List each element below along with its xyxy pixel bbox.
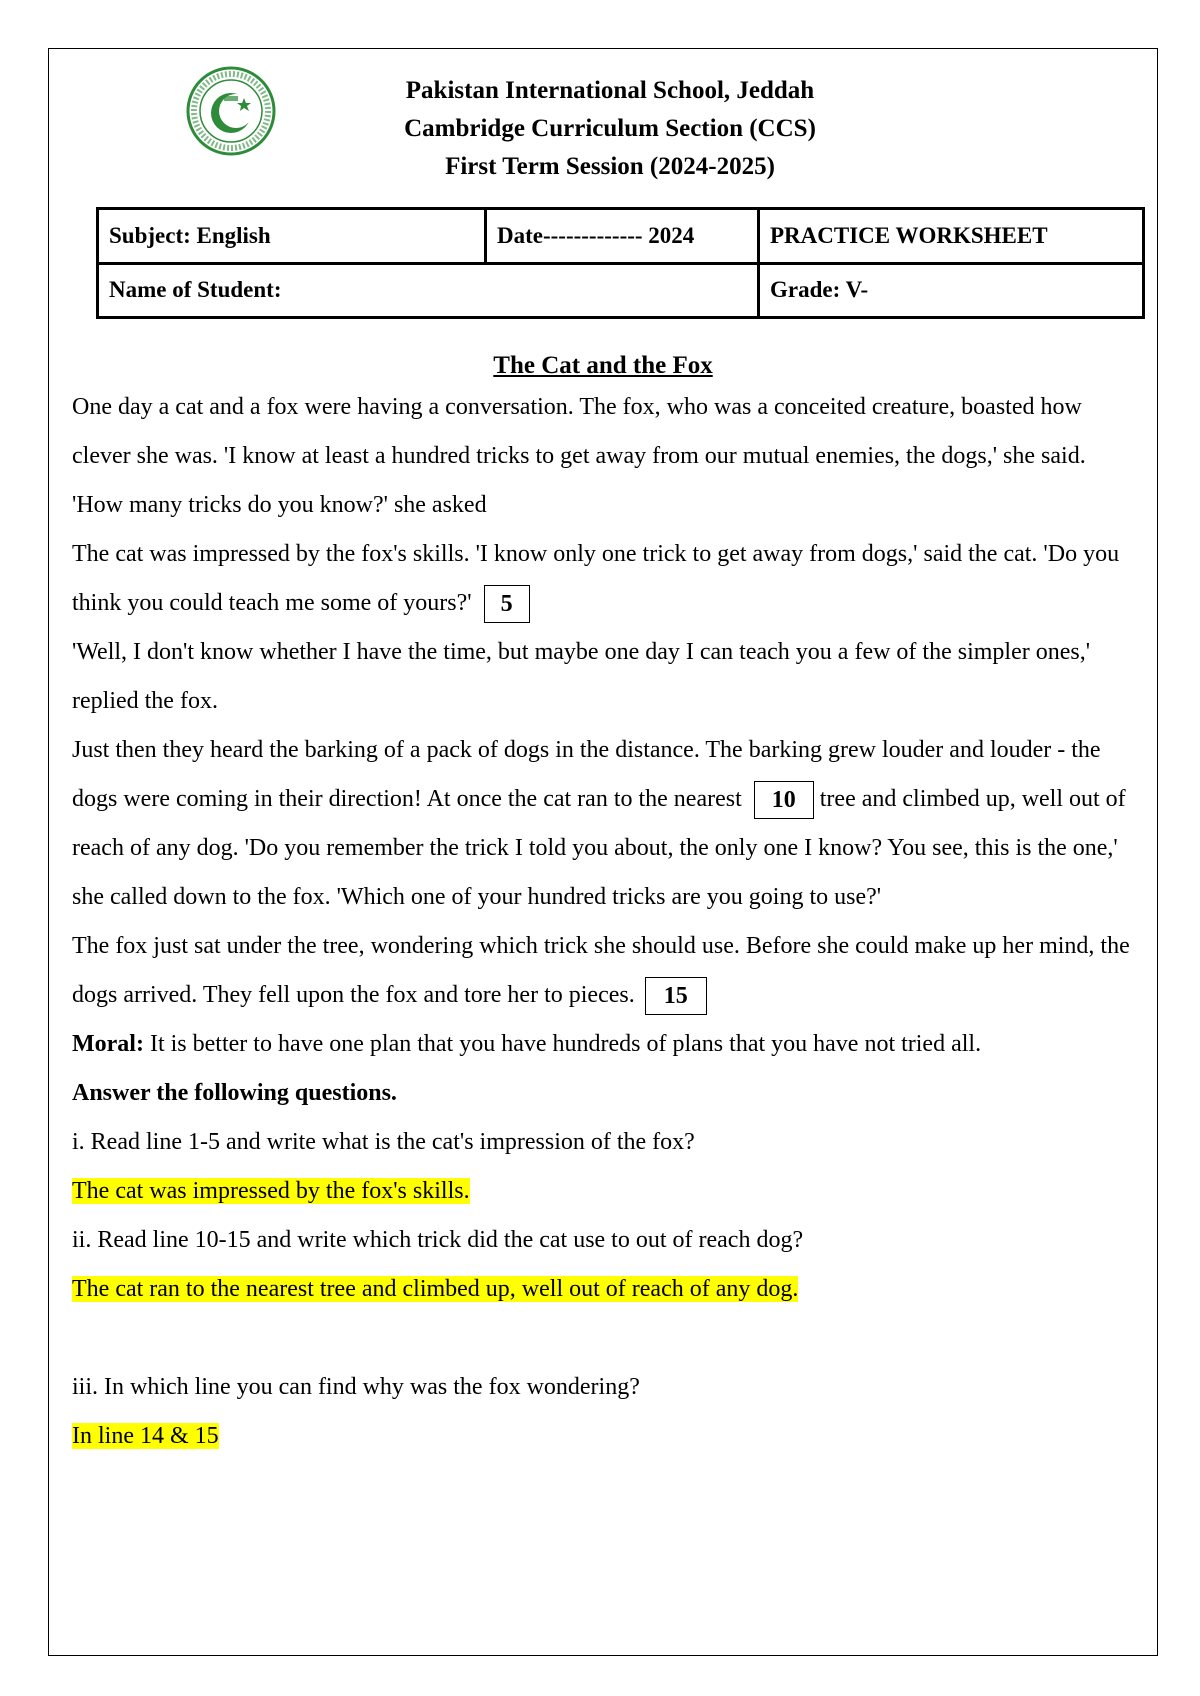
school-header	[300, 72, 920, 186]
story-title: The Cat and the Fox	[493, 352, 713, 379]
session-name: First Term Session (2024-2025)	[445, 153, 775, 180]
info-table	[96, 207, 1145, 319]
line-marker-5: 5	[484, 585, 530, 623]
story-paragraph: The fox just sat under the tree, wondering which trick she should use. Before she could make up her mind, the dogs arrived. They fell upon the fox and tore her to pieces. 15	[72, 922, 1142, 1020]
school-name: Pakistan International School, Jeddah	[405, 77, 815, 104]
moral	[72, 1020, 1142, 1069]
grade-cell[interactable]: Grade: V-	[759, 263, 1144, 318]
worksheet-cell: PRACTICE WORKSHEET	[759, 209, 1144, 264]
moral-text: It is better to have one plan that you have hundreds of plans that you have not tried all.	[143, 1031, 982, 1057]
question-2: ii. Read line 10-15 and write which trick did the cat use to out of reach dog?	[72, 1227, 804, 1253]
story-paragraph: The cat was impressed by the fox's skills. 'I know only one trick to get away from dogs,' said the cat. 'Do you think you could teach me some of yours?' 5	[72, 530, 1142, 628]
story-body	[72, 383, 1142, 1461]
line-marker-10: 10	[754, 781, 814, 819]
moral-label: Moral:	[72, 1031, 144, 1057]
question-3: iii. In which line you can find why was the fox wondering?	[72, 1374, 640, 1400]
answer-3[interactable]: In line 14 & 15	[72, 1423, 219, 1449]
question-1: i. Read line 1-5 and write what is the cat's impression of the fox?	[72, 1129, 695, 1155]
story-paragraph: One day a cat and a fox were having a conversation. The fox, who was a conceited creature, boasted how clever she was. 'I know at least a hundred tricks to get away from our mutual enemies, the dogs,' she said. 'How many tricks do you know?' she asked	[72, 394, 1086, 518]
spacer	[72, 1314, 1142, 1363]
answer-2[interactable]: The cat ran to the nearest tree and climbed up, well out of reach of any dog.	[72, 1276, 799, 1302]
student-name-cell[interactable]: Name of Student:	[98, 263, 759, 318]
line-marker-15: 15	[645, 977, 707, 1015]
section-name: Cambridge Curriculum Section (CCS)	[404, 115, 816, 142]
story-paragraph: 'Well, I don't know whether I have the time, but maybe one day I can teach you a few of the simpler ones,' replied the fox.	[72, 639, 1091, 714]
answer-1[interactable]: The cat was impressed by the fox's skills.	[72, 1178, 470, 1204]
subject-cell: Subject: English	[98, 209, 486, 264]
school-crest-icon	[186, 66, 276, 156]
story-paragraph: Just then they heard the barking of a pack of dogs in the distance. The barking grew louder and louder - the dogs were coming in their direction! At once the cat ran to the nearest 10 tree and climbed up, well out of reach of any dog. 'Do you remember the trick I told you about, the only one I know? You see, this is the one,' she called down to the fox. 'Which one of your hundred tricks are you going to use?'	[72, 737, 1126, 910]
date-cell[interactable]: Date------------- 2024	[486, 209, 759, 264]
questions-heading: Answer the following questions.	[72, 1080, 397, 1106]
